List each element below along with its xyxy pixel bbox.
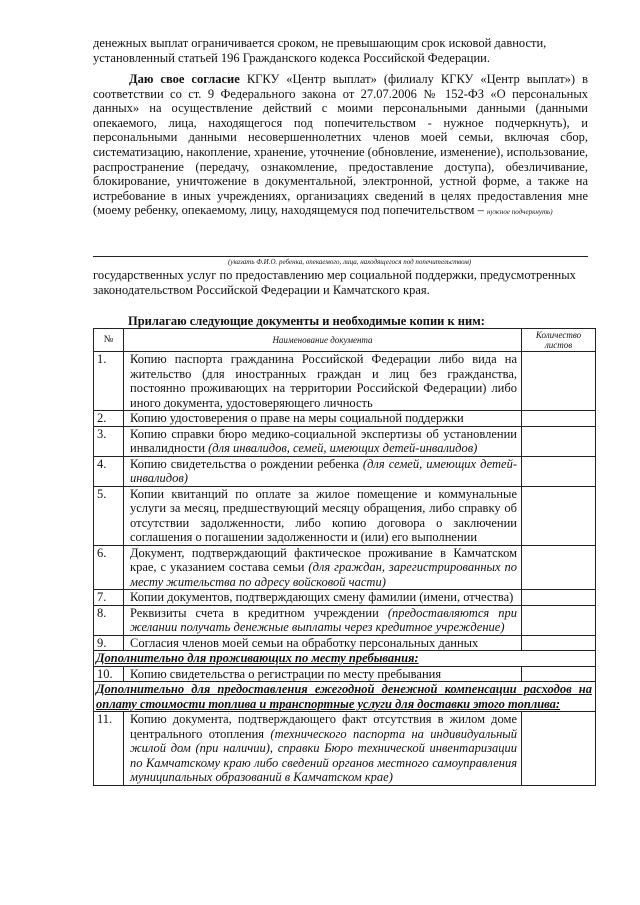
row-qty-cell[interactable] [522, 605, 596, 635]
consent-paragraph [93, 72, 588, 220]
row-document-note: (для семей, имеющих детей-инвалидов) [130, 456, 517, 485]
documents-table [93, 328, 596, 786]
row-number: 8. [94, 605, 124, 635]
table-row [94, 545, 596, 590]
consent-text: КГКУ «Центр выплат» (филиалу КГКУ «Центр выплат») в соответствии со ст. 9 Федерального закона от 27.07.2006 № 152-ФЗ «О персональных данных» на осуществление действий с моими персональными данными (данными опекаемого, лица, находящегося под попечительством - нужное подчеркнуть), и персональными данными несовершеннолетних членов моей семьи, включая сбор, систематизацию, накопление, хранение, уточнение (обновление, изменение), использование, распространение (передачу, ознакомление, предоставление доступа), обезличивание, блокирование, уничтожение в документальной, электронной, устной форме, а также на истребование в иных учреждениях, организациях сведений в целях предоставления мне (моему ребенку, опекаемому, лицу, находящемуся под попечительством – [93, 72, 588, 218]
row-number: 11. [94, 712, 124, 786]
row-number: 9. [94, 635, 124, 651]
row-qty-cell[interactable] [522, 590, 596, 606]
row-qty-cell[interactable] [522, 635, 596, 651]
payment-term-line-2: установленный статьей 196 Гражданского кодекса Российской Федерации. [93, 50, 490, 65]
section-temporary-residence: Дополнительно для проживающих по месту пребывания: [94, 651, 596, 667]
row-qty-cell[interactable] [522, 545, 596, 590]
row-document-note: (для инвалидов, семей, имеющих детей-инвалидов) [208, 441, 478, 455]
row-document-text: Копию документа, подтверждающего факт отсутствия в жилом доме центрального отопления [130, 712, 517, 741]
row-document-text: Реквизиты счета в кредитном учреждении [130, 605, 379, 620]
documents-heading: Прилагаю следующие документы и необходимые копии к ним: [128, 314, 485, 328]
row-document [124, 486, 522, 545]
table-row [94, 635, 596, 651]
row-document [124, 352, 522, 411]
row-document [124, 411, 522, 427]
table-row [94, 605, 596, 635]
payment-term-paragraph [93, 36, 588, 65]
row-document-text: Документ, подтверждающий фактическое проживание в Камчатском крае, с указанием состава семьи [130, 545, 517, 574]
consent-lead: Даю свое согласие [129, 72, 240, 86]
row-number: 5. [94, 486, 124, 545]
row-document [124, 456, 522, 486]
row-qty-cell[interactable] [522, 352, 596, 411]
row-qty-cell[interactable] [522, 666, 596, 682]
row-document [124, 426, 522, 456]
row-number: 10. [94, 666, 124, 682]
row-document-text: Копию свидетельства о рождении ребенка [130, 456, 359, 471]
row-document-note: (для граждан, зарегистрированных по месту жительства по адресу войсковой части) [130, 560, 517, 589]
table-row [94, 411, 596, 427]
table-row [94, 352, 596, 411]
row-document [124, 666, 522, 682]
row-document-text: Копии документов, подтверждающих смену фамилии (имени, отчества) [130, 590, 514, 604]
row-document-text: Копию удостоверения о праве на меры социальной поддержки [130, 411, 464, 425]
row-document-note: (предоставляются при желании получать денежные выплаты через кредитное учреждение) [130, 605, 518, 634]
row-number: 3. [94, 426, 124, 456]
row-document-text: Копии квитанций по оплате за жилое помещение и коммунальные услуги за месяц, предшествующий месяцу обращения, либо справку об отсутствии задолженности, либо копию договора о заключении соглашения о погашении задолженности и (или) его выполнении [130, 486, 517, 544]
row-number: 6. [94, 545, 124, 590]
row-qty-cell[interactable] [522, 712, 596, 786]
row-qty-cell[interactable] [522, 411, 596, 427]
row-document [124, 605, 522, 635]
row-document [124, 590, 522, 606]
row-qty-cell[interactable] [522, 456, 596, 486]
row-number: 2. [94, 411, 124, 427]
row-number: 1. [94, 352, 124, 411]
row-document-text: Копию паспорта гражданина Российской Федерации либо вида на жительство (для иностранных граждан и лиц без гражданства, постоянно проживающих на территории Российской Федерации) либо иного документа, удостоверяющего личность [130, 352, 517, 410]
table-row [94, 456, 596, 486]
row-document [124, 712, 522, 786]
table-row [94, 426, 596, 456]
row-number: 4. [94, 456, 124, 486]
row-number: 7. [94, 590, 124, 606]
row-document [124, 635, 522, 651]
section-fuel-compensation: Дополнительно для предоставления ежегодной денежной компенсации расходов на оплату стоимости топлива и транспортные услуги для доставки этого топлива: [94, 682, 596, 712]
row-qty-cell[interactable] [522, 486, 596, 545]
col-number-header: № [94, 329, 124, 352]
row-document-text: Копию свидетельства о регистрации по месту пребывания [130, 666, 442, 681]
services-paragraph [93, 268, 588, 297]
payment-term-line-1: денежных выплат ограничивается сроком, не превышающим срок исковой давности, [93, 36, 547, 50]
fill-in-caption: (указать Ф.И.О. ребенка, опекаемого, лица, находящегося под попечительством) [228, 258, 472, 266]
consent-note: нужное подчеркнуть) [486, 208, 553, 217]
fill-in-line [93, 256, 588, 257]
col-qty-header: Количество листов [522, 329, 596, 352]
row-qty-cell[interactable] [522, 426, 596, 456]
section-row [94, 682, 596, 712]
services-line-1: государственных услуг по предоставлению мер социальной поддержки, предусмотренных [93, 268, 576, 282]
row-document-text: Копию справки бюро медико-социальной экспертизы об установлении инвалидности [130, 426, 517, 455]
table-header-row [94, 329, 596, 352]
col-name-header: Наименование документа [124, 329, 522, 352]
table-row [94, 666, 596, 682]
services-line-2: законодательством Российской Федерации и Камчатского края. [93, 282, 430, 297]
section-row [94, 651, 596, 667]
row-document [124, 545, 522, 590]
table-row [94, 486, 596, 545]
table-row [94, 590, 596, 606]
row-document-note: (технического паспорта на индивидуальный жилой дом (при наличии), справки Бюро технической инвентаризации по Камчатскому краю либо сведений органов местного самоуправления муниципальных образований в Камчатском крае) [130, 726, 517, 784]
row-document-text: Согласия членов моей семьи на обработку персональных данных [130, 635, 479, 650]
table-row [94, 712, 596, 786]
